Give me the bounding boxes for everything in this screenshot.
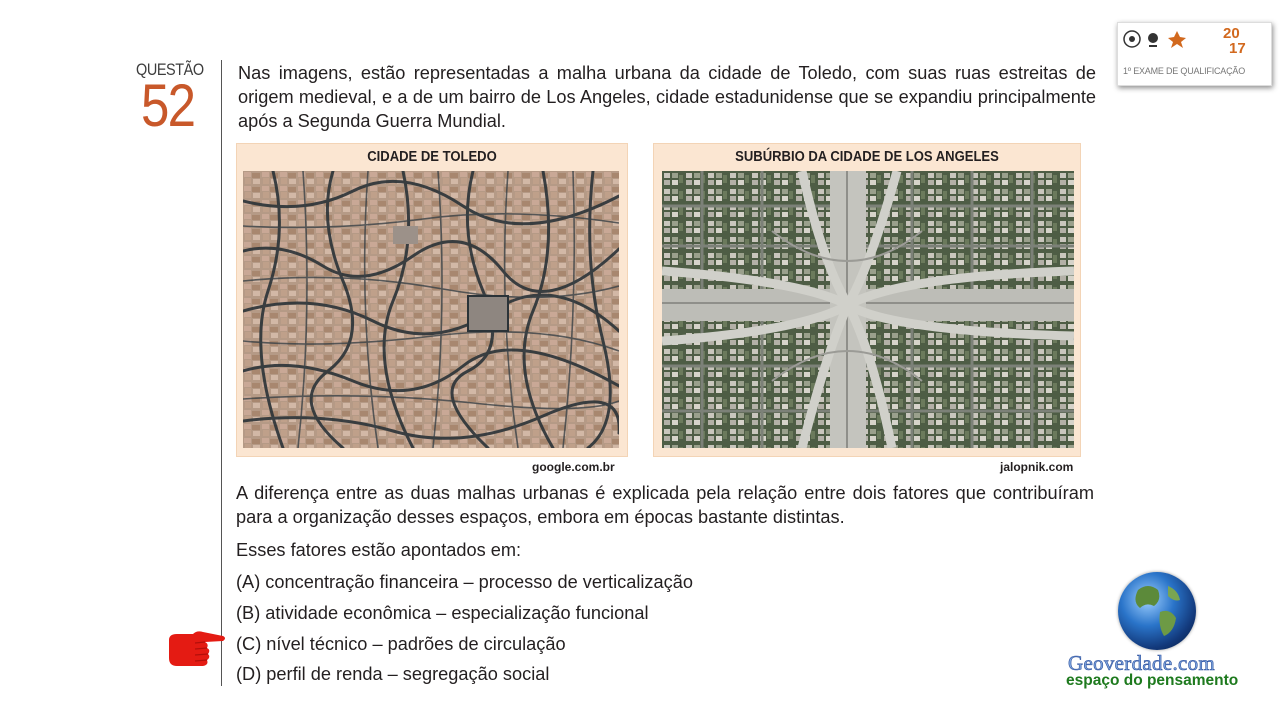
figure-toledo <box>236 143 628 457</box>
image-credit: google.com.br <box>532 460 615 474</box>
brand-site: Geoverdade.com <box>1068 651 1216 675</box>
badge-year: 20 17 <box>1223 25 1246 57</box>
figure-title: SUBÚRBIO DA CIDADE DE LOS ANGELES <box>735 149 999 165</box>
institution-logos-icon <box>1122 27 1202 57</box>
globe-icon <box>1118 572 1196 650</box>
badge-title: 1º EXAME DE QUALIFICAÇÃO <box>1123 66 1246 76</box>
question-label: QUESTÃO <box>136 60 204 79</box>
exam-badge <box>1117 22 1272 86</box>
pointing-hand-icon <box>165 628 227 670</box>
divider-line <box>221 60 222 686</box>
figure-los-angeles <box>653 143 1081 457</box>
intro-paragraph: Nas imagens, estão representadas a malha urbana da cidade de Toledo, com suas ruas estreitas de origem medieval, e a de um bairro de Los Angeles, cidade estadunidense que se expandiu principalmente após a Segunda Guerra Mundial. <box>238 63 1096 131</box>
image-credit: jalopnik.com <box>1000 460 1074 474</box>
los-angeles-aerial-image <box>662 171 1074 448</box>
brand-slogan: espaço do pensamento <box>1066 672 1239 689</box>
option-d[interactable]: (D) perfil de renda – segregação social <box>236 664 550 684</box>
toledo-aerial-image <box>243 171 619 448</box>
figure-title: CIDADE DE TOLEDO <box>367 149 497 165</box>
question-prompt: Esses fatores estão apontados em: <box>236 540 522 560</box>
body-paragraph: A diferença entre as duas malhas urbanas é explicada pela relação entre dois fatores que contribuíram para a organização desses espaços, embora em épocas bastante distintas. <box>236 483 1094 527</box>
option-a[interactable]: (A) concentração financeira – processo de verticalização <box>236 572 693 592</box>
option-b[interactable]: (B) atividade econômica – especialização funcional <box>236 603 649 623</box>
question-number: 52 <box>141 72 195 139</box>
option-c[interactable]: (C) nível técnico – padrões de circulação <box>236 634 566 654</box>
